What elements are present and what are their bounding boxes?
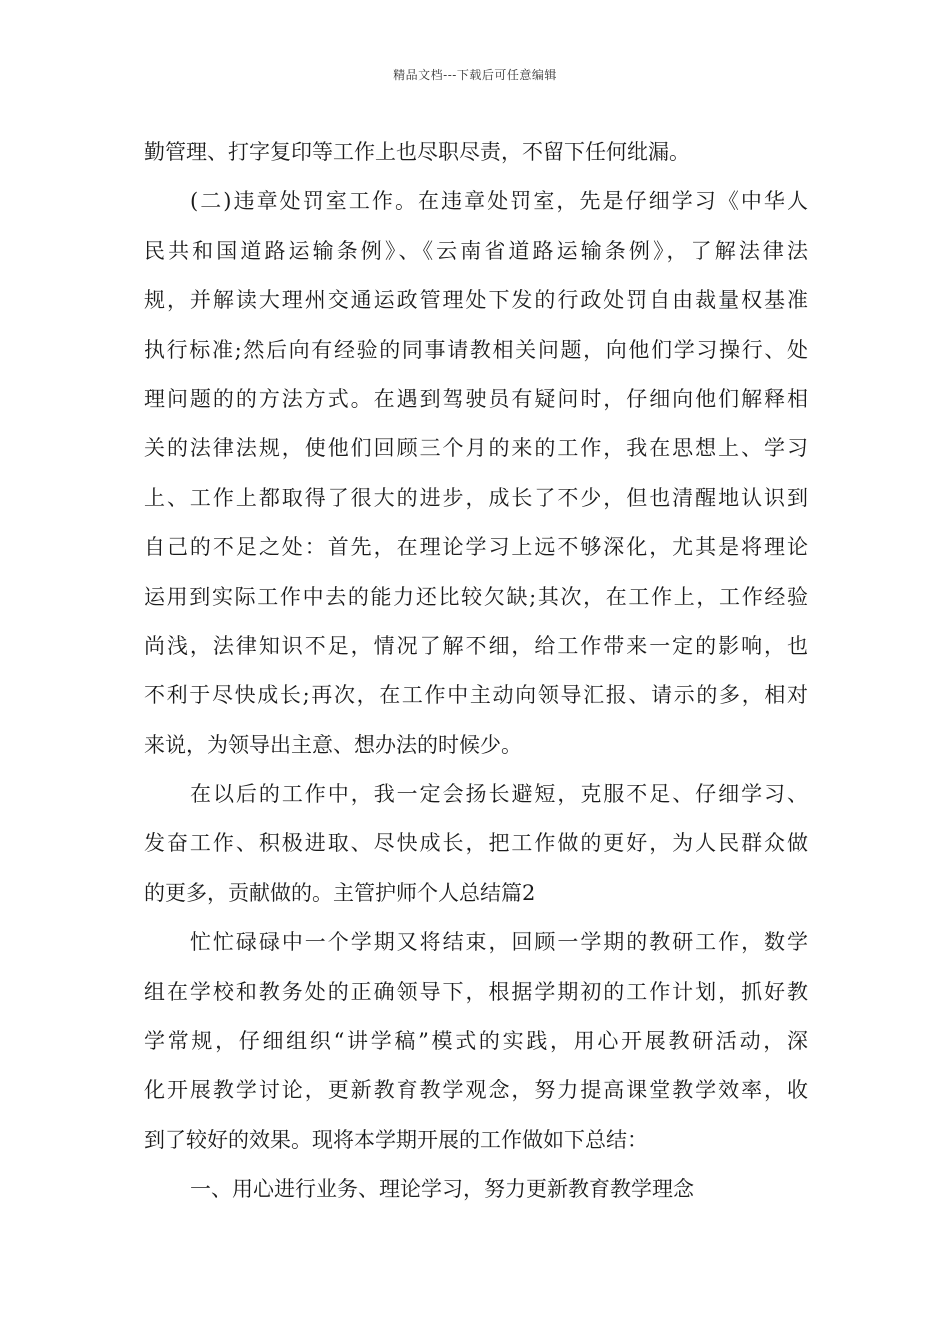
text-line: (二)违章处罚室工作。在违章处罚室，先是仔细学习《中华人 xyxy=(190,189,808,214)
text-line: 忙忙碌碌中一个学期又将结束，回顾一学期的教研工作，数学 xyxy=(190,930,808,955)
page-header: 精品文档---下载后可任意编辑 xyxy=(393,68,557,82)
text-line: 执行标准;然后向有经验的同事请教相关问题，向他们学习操行、处 xyxy=(144,337,808,362)
text-line: 运用到实际工作中去的能力还比较欠缺;其次，在工作上，工作经验 xyxy=(144,584,808,609)
text-line: 民共和国道路运输条例》、《云南省道路运输条例》，了解法律法 xyxy=(144,238,808,263)
text-line: 自己的不足之处：首先，在理论学习上远不够深化，尤其是将理论 xyxy=(144,535,808,560)
text-line: 勤管理、打字复印等工作上也尽职尽责，不留下任何纰漏。 xyxy=(144,140,690,164)
text-line: 一、用心进行业务、理论学习，努力更新教育教学理念 xyxy=(190,1177,694,1202)
text-line: 化开展教学讨论，更新教育教学观念，努力提高课堂教学效率，收 xyxy=(144,1078,808,1103)
text-line: 上、工作上都取得了很大的进步，成长了不少，但也清醒地认识到 xyxy=(144,485,808,510)
text-line: 学常规，仔细组织“讲学稿”模式的实践，用心开展教研活动，深 xyxy=(144,1029,808,1054)
document-body xyxy=(144,129,808,1216)
text-line: 规，并解读大理州交通运政管理处下发的行政处罚自由裁量权基准 xyxy=(144,288,808,313)
text-line: 到了较好的效果。现将本学期开展的工作做如下总结： xyxy=(144,1127,648,1152)
text-line: 不利于尽快成长;再次，在工作中主动向领导汇报、请示的多，相对 xyxy=(144,683,808,708)
text-line: 的更多，贡献做的。主管护师个人总结篇2 xyxy=(144,880,536,905)
text-line: 关的法律法规，使他们回顾三个月的来的工作，我在思想上、学习 xyxy=(144,436,808,461)
text-line: 尚浅，法律知识不足，情况了解不细，给工作带来一定的影响，也 xyxy=(144,633,808,658)
text-line: 理问题的的方法方式。在遇到驾驶员有疑问时，仔细向他们解释相 xyxy=(144,386,808,411)
text-line: 组在学校和教务处的正确领导下，根据学期初的工作计划，抓好教 xyxy=(144,979,808,1004)
text-line: 在以后的工作中，我一定会扬长避短，克服不足、仔细学习、 xyxy=(190,782,808,807)
text-line: 来说，为领导出主意、想办法的时候少。 xyxy=(144,732,522,757)
text-line: 发奋工作、积极进取、尽快成长，把工作做的更好，为人民群众做 xyxy=(144,831,808,856)
